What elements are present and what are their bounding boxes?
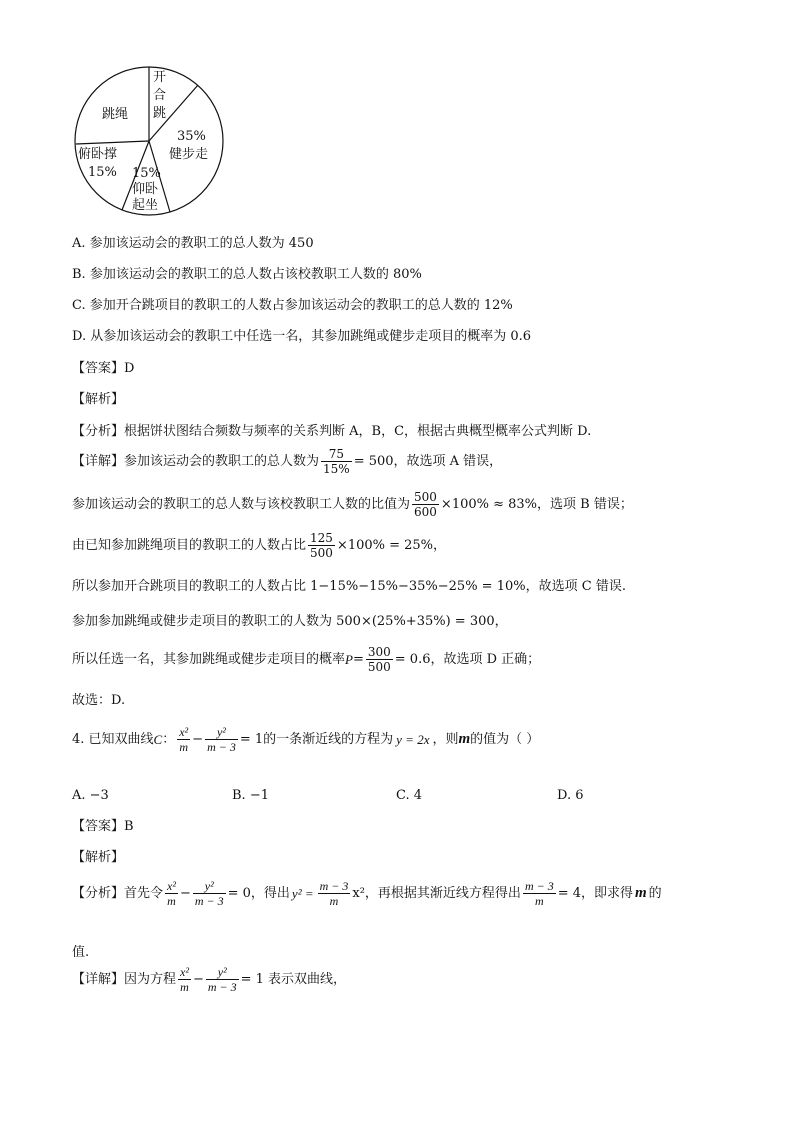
fraction	[193, 880, 226, 907]
equals-sign: =	[352, 652, 364, 667]
q4-xiangjie-text: 【详解】因为方程	[72, 972, 177, 987]
variable-m: m	[458, 731, 471, 747]
minus-sign: −	[192, 972, 204, 987]
pie-label-kaihetiao-2: 合	[153, 88, 167, 103]
q4-fenxi-line1	[72, 880, 662, 907]
q3-xiangjie-line2	[72, 491, 633, 518]
fraction-numerator: m − 3	[524, 879, 554, 893]
fraction-denominator: m	[180, 980, 189, 994]
q4-stem-text-3: ，则	[432, 732, 459, 747]
pie-label-yangwo-2: 起坐	[132, 198, 159, 213]
fraction-numerator: y²	[193, 880, 226, 894]
q3-xiangjie-line5: 参加参加跳绳或健步走项目的教职工的人数为 500×(25%+35%) = 300，	[72, 614, 508, 629]
q4-option-d: D. 6	[557, 788, 584, 803]
q4-fenxi-text-3: x²，再根据其渐近线方程得出	[352, 886, 521, 901]
asymptote-equation: y = 2x	[396, 732, 430, 747]
fraction-numerator: 500	[414, 490, 437, 504]
fraction-denominator: m − 3	[207, 980, 237, 994]
fraction-numerator: 300	[367, 645, 391, 659]
variable-m: m	[635, 885, 647, 901]
pie-label-fuwo: 俯卧撑	[78, 147, 118, 162]
fraction-denominator: m	[329, 894, 339, 908]
q3-xiangjie-l6-result: = 0.6，故选项 D 正确；	[394, 652, 541, 667]
q3-xiangjie-l3-text: 由已知参加跳绳项目的教职工的人数占比	[72, 538, 307, 553]
minus-sign: −	[179, 886, 191, 901]
fraction-denominator: m − 3	[207, 740, 236, 754]
fraction	[165, 880, 178, 907]
fraction-denominator: 15%	[323, 462, 350, 476]
fraction	[177, 726, 190, 753]
q4-fenxi-text-5: 的	[648, 886, 662, 901]
pie-label-yangwo-pct: 15%	[132, 166, 161, 181]
pie-label-yangwo-1: 仰卧	[132, 182, 159, 197]
q4-stem	[72, 726, 539, 753]
y-squared: y² =	[291, 886, 314, 901]
q3-option-a: A. 参加该运动会的教职工的总人数为 450	[72, 236, 314, 251]
q3-option-d: D. 从参加该运动会的教职工中任选一名，其参加跳绳或健步走项目的概率为 0.6	[72, 329, 532, 344]
q3-xiangjie-line3	[72, 532, 446, 559]
fraction-denominator: 600	[414, 505, 437, 519]
q3-xiangjie-l3-result: ×100% = 25%，	[336, 538, 447, 553]
q4-xiangjie-text-2: = 1 表示双曲线，	[240, 972, 347, 987]
q4-fenxi-line2: 值.	[72, 945, 90, 960]
fraction-denominator: m	[167, 894, 176, 908]
q3-fenxi: 【分析】根据饼状图结合频数与频率的关系判断 A，B，C，根据古典概型概率公式判断 D.	[72, 424, 592, 439]
fraction	[321, 448, 352, 475]
pie-label-tiaosheng: 跳绳	[102, 107, 129, 122]
fraction	[205, 726, 238, 753]
pie-label-fuwo-pct: 15%	[88, 165, 117, 180]
q3-xiangjie-line4: 所以参加开合跳项目的教职工的人数占比 1−15%−15%−35%−25% = 10%，故选项 C 错误.	[72, 579, 626, 594]
q3-xiangjie-l2-text: 参加该运动会的教职工的总人数与该校教职工人数的比值为	[72, 497, 411, 512]
q4-fenxi-text: 【分析】首先令	[72, 886, 164, 901]
fraction-numerator: x²	[179, 725, 189, 739]
equals-one: = 1	[239, 732, 264, 747]
fraction-numerator: x²	[167, 879, 176, 893]
fraction-denominator: m − 3	[194, 894, 224, 908]
q3-xiangjie-l1-result: = 500，故选项 A 错误，	[353, 454, 503, 469]
colon: ：	[162, 732, 176, 747]
q3-xiangjie-line6	[72, 646, 540, 673]
minus-sign: −	[192, 732, 204, 747]
q3-option-c: C. 参加开合跳项目的教职工的人数占参加该运动会的教职工的总人数的 12%	[72, 298, 513, 313]
q4-answer: 【答案】B	[72, 819, 134, 834]
fraction	[523, 880, 556, 907]
q3-xiangjie-line1	[72, 448, 502, 475]
q4-jiexi-heading: 【解析】	[72, 850, 125, 865]
q4-stem-text: 4. 已知双曲线	[72, 732, 154, 747]
fraction	[366, 646, 393, 673]
pie-label-kaihetiao-1: 开	[153, 70, 167, 85]
fraction	[412, 491, 439, 518]
q3-option-b: B. 参加该运动会的教职工的总人数占该校教职工人数的 80%	[72, 267, 422, 282]
q3-xiangjie-line7: 故选：D.	[72, 693, 126, 708]
pie-label-jianbuzou-pct: 35%	[177, 129, 206, 144]
fraction	[308, 532, 335, 559]
fraction	[206, 966, 239, 993]
q3-jiexi-heading: 【解析】	[72, 392, 125, 407]
q4-option-b: B. −1	[232, 788, 269, 803]
q3-answer: 【答案】D	[72, 361, 135, 376]
q4-option-c: C. 4	[396, 788, 423, 803]
q3-xiangjie-l1-text: 【详解】参加该运动会的教职工的总人数为	[72, 454, 320, 469]
q4-stem-text-4: 的值为（ ）	[470, 732, 540, 747]
q3-xiangjie-l2-result: ×100% ≈ 83%，选项 B 错误；	[440, 497, 633, 512]
pie-label-kaihetiao-3: 跳	[153, 106, 167, 121]
q3-xiangjie-l6-text: 所以任选一名，其参加跳绳或健步走项目的概率	[72, 652, 346, 667]
pie-divider	[76, 141, 149, 144]
curve-name: C	[153, 732, 163, 747]
q4-fenxi-text-2: = 0，得出	[227, 886, 290, 901]
q4-xiangjie-line1	[72, 966, 346, 993]
q4-fenxi-text-4: = 4，即求得	[557, 886, 633, 901]
fraction-numerator: x²	[180, 965, 189, 979]
q4-option-a: A. −3	[72, 788, 109, 803]
pie-chart	[70, 62, 230, 222]
fraction-denominator: m	[534, 894, 544, 908]
fraction-denominator: m	[179, 740, 189, 754]
pie-label-jianbuzou: 健步走	[169, 147, 209, 162]
probability-symbol: P	[345, 652, 353, 667]
q4-stem-text-2: 的一条渐近线的方程为	[263, 732, 394, 747]
fraction-numerator: 75	[321, 448, 352, 462]
fraction-numerator: 125	[310, 531, 333, 545]
fraction-numerator: y²	[206, 966, 239, 980]
fraction-numerator: m − 3	[319, 879, 349, 893]
fraction-denominator: 500	[310, 546, 333, 560]
fraction	[318, 880, 351, 907]
fraction-numerator: y²	[205, 726, 238, 740]
fraction-denominator: 500	[367, 660, 391, 674]
fraction	[178, 966, 191, 993]
